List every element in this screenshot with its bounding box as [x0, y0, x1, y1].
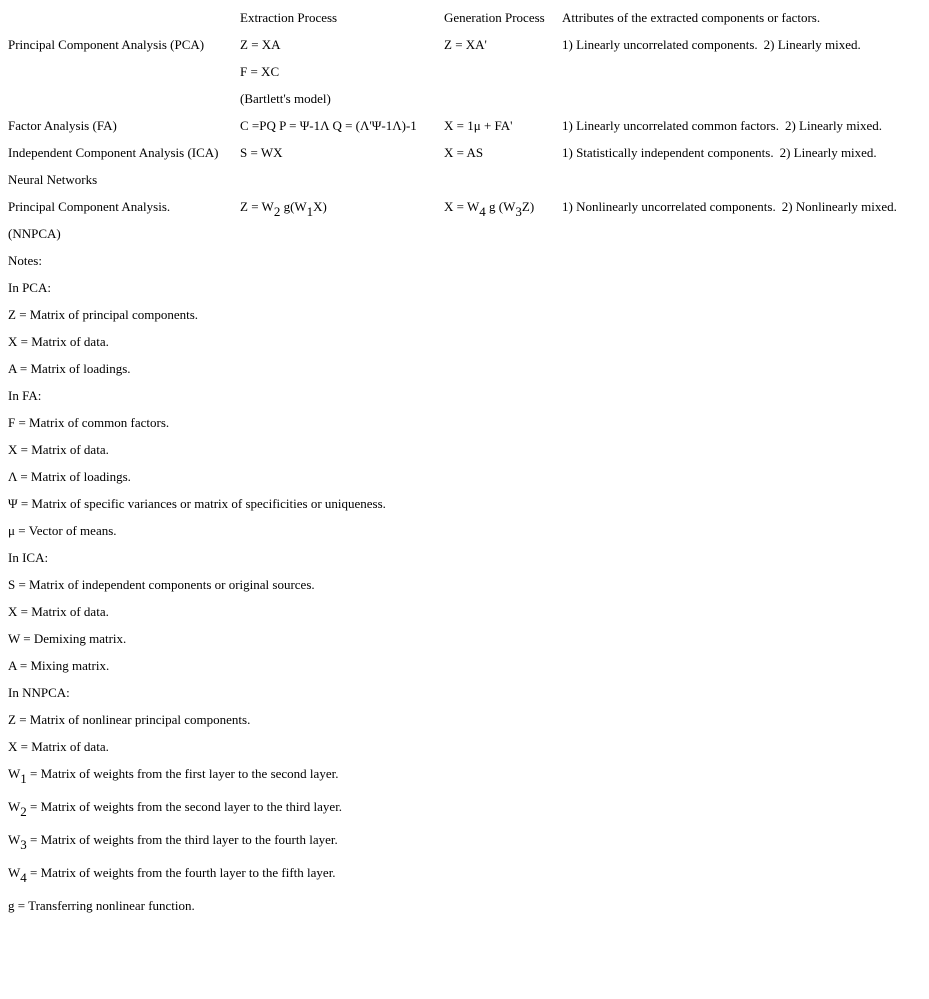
- notes-nnpca-heading: In NNPCA:: [8, 685, 70, 700]
- nnpca-row: [8, 199, 897, 215]
- note-g: g = Transferring nonlinear function.: [8, 898, 195, 913]
- note-row: [8, 361, 897, 377]
- note-pca-z: Z = Matrix of principal components.: [8, 307, 199, 322]
- pca-attr-2: 2) Linearly mixed.: [763, 37, 861, 52]
- note-ica-s: S = Matrix of independent components or original sources.: [8, 577, 315, 592]
- note-row: [8, 577, 897, 593]
- nnpca-attr-2: 2) Nonlinearly mixed.: [781, 199, 897, 214]
- ica-attr-1: 1) Statistically independent components.: [562, 145, 774, 160]
- nnpca-name: Principal Component Analysis.: [8, 199, 171, 214]
- header-method: [8, 10, 236, 26]
- note-row: [8, 865, 897, 887]
- ica-attributes: [562, 145, 897, 161]
- header-generation: Generation Process: [444, 10, 545, 25]
- note-row: [8, 388, 897, 404]
- note-row: [8, 307, 897, 323]
- fa-row: [8, 118, 897, 134]
- pca-extraction-2: F = XC: [240, 64, 280, 79]
- methods-table: [4, 0, 901, 925]
- note-row: [8, 799, 897, 821]
- note-row: [8, 739, 897, 755]
- fa-attr-2: 2) Linearly mixed.: [784, 118, 883, 133]
- note-fa-lambda: Λ = Matrix of loadings.: [8, 469, 131, 484]
- note-w1: $W_1$ = Matrix of weights from the first layer to the second layer.: [8, 766, 339, 786]
- note-fa-x: X = Matrix of data.: [8, 442, 109, 457]
- note-w4: $W_4$ = Matrix of weights from the fourth layer to the fifth layer.: [8, 865, 336, 885]
- ica-row: [8, 145, 897, 161]
- note-ica-x: X = Matrix of data.: [8, 604, 109, 619]
- nnpca-name-2: (NNPCA): [8, 226, 61, 241]
- pca-row-2: [8, 64, 897, 80]
- note-fa-f: F = Matrix of common factors.: [8, 415, 170, 430]
- note-nnpca-x: X = Matrix of data.: [8, 739, 109, 754]
- fa-generation: X = 1μ + FA': [444, 118, 513, 133]
- note-row: [8, 898, 897, 914]
- notes-title-row: [8, 253, 897, 269]
- note-w2: $W_2$ = Matrix of weights from the second layer to the third layer.: [8, 799, 343, 819]
- note-row: [8, 496, 897, 512]
- note-row: [8, 550, 897, 566]
- note-row: [8, 280, 897, 296]
- nn-name: Neural Networks: [8, 172, 98, 187]
- note-w3: $W_3$ = Matrix of weights from the third layer to the fourth layer.: [8, 832, 338, 852]
- note-row: [8, 604, 897, 620]
- note-fa-mu: μ = Vector of means.: [8, 523, 117, 538]
- nnpca-row-2: [8, 226, 897, 242]
- note-ica-a: A = Mixing matrix.: [8, 658, 110, 673]
- note-row: [8, 631, 897, 647]
- note-row: [8, 685, 897, 701]
- note-row: [8, 712, 897, 728]
- header-attributes: Attributes of the extracted components or factors.: [562, 10, 821, 25]
- pca-row: [8, 37, 897, 53]
- note-row: [8, 469, 897, 485]
- fa-attr-1: 1) Linearly uncorrelated common factors.: [562, 118, 779, 133]
- note-row: [8, 334, 897, 350]
- pca-generation: Z = XA': [444, 37, 487, 52]
- note-row: [8, 766, 897, 788]
- fa-name: Factor Analysis (FA): [8, 118, 117, 133]
- nnpca-attr-1: 1) Nonlinearly uncorrelated components.: [562, 199, 776, 214]
- note-row: [8, 658, 897, 674]
- ica-name: Independent Component Analysis (ICA): [8, 145, 219, 160]
- header-row: [8, 10, 897, 26]
- header-extraction: Extraction Process: [240, 10, 338, 25]
- ica-extraction: S = WX: [240, 145, 283, 160]
- note-row: [8, 442, 897, 458]
- note-row: [8, 832, 897, 854]
- pca-extraction: Z = XA: [240, 37, 281, 52]
- nnpca-extraction: $Z = W_2$ $g(W_1X)$: [240, 199, 327, 219]
- pca-name: Principal Component Analysis (PCA): [8, 37, 205, 52]
- fa-extraction: C =PQ P = Ψ-1Λ Q = (Λ'Ψ-1Λ)-1: [240, 118, 417, 133]
- note-fa-psi: Ψ = Matrix of specific variances or matrix of specificities or uniqueness.: [8, 496, 386, 511]
- note-nnpca-z: Z = Matrix of nonlinear principal components.: [8, 712, 251, 727]
- ica-attr-2: 2) Linearly mixed.: [779, 145, 877, 160]
- note-pca-x: X = Matrix of data.: [8, 334, 109, 349]
- fa-attributes: [562, 118, 897, 134]
- note-row: [8, 415, 897, 431]
- notes-ica-heading: In ICA:: [8, 550, 49, 565]
- pca-extraction-3: (Bartlett's model): [240, 91, 331, 106]
- pca-attributes: [562, 37, 897, 53]
- note-row: [8, 523, 897, 539]
- nn-row: [8, 172, 897, 188]
- note-ica-w: W = Demixing matrix.: [8, 631, 127, 646]
- nnpca-generation: $X = W_4$ g $(W_3Z)$: [444, 199, 535, 219]
- notes-fa-heading: In FA:: [8, 388, 42, 403]
- nnpca-attributes: [562, 199, 897, 215]
- pca-row-3: [8, 91, 897, 107]
- note-pca-a: A = Matrix of loadings.: [8, 361, 131, 376]
- notes-pca-heading: In PCA:: [8, 280, 51, 295]
- ica-generation: X = AS: [444, 145, 484, 160]
- pca-attr-1: 1) Linearly uncorrelated components.: [562, 37, 758, 52]
- notes-title: Notes:: [8, 253, 42, 268]
